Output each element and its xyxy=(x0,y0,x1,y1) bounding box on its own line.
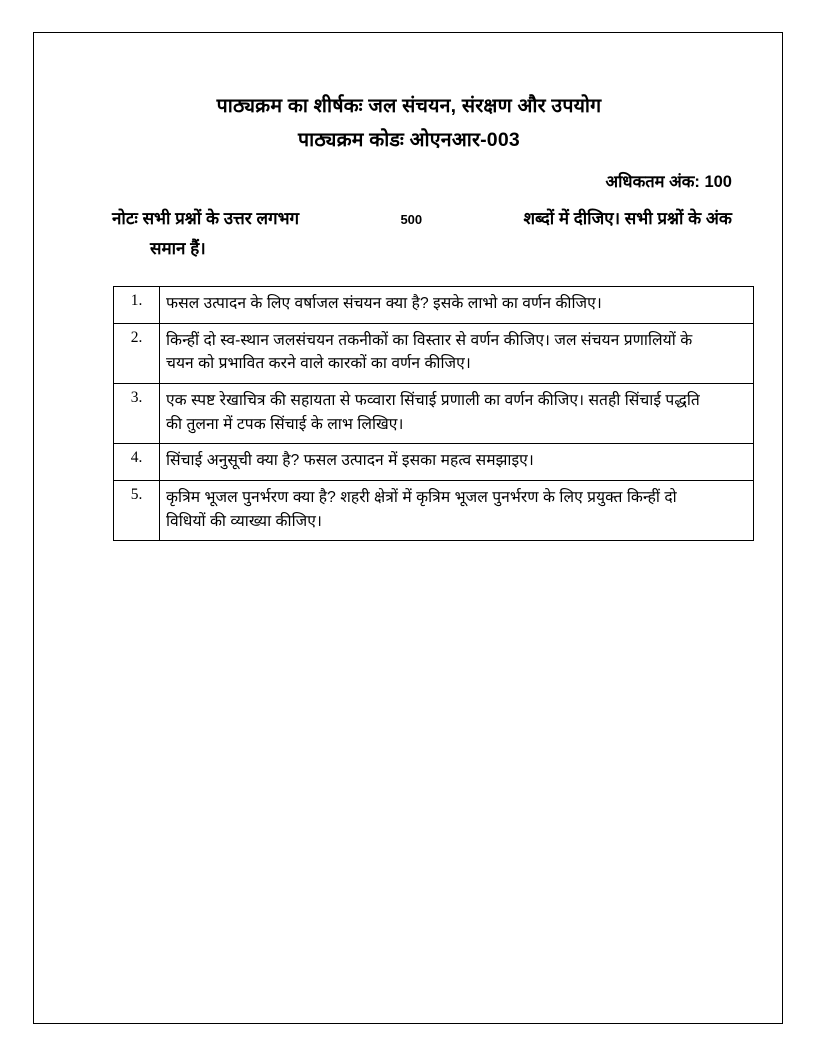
question-text xyxy=(160,286,754,323)
question-text-line: सिंचाई अनुसूची क्या है? फसल उत्पादन में इसका महत्व समझाइए। xyxy=(166,452,534,470)
questions-table xyxy=(113,286,754,542)
instructions-note xyxy=(34,204,784,264)
question-text-line: एक स्पष्ट रेखाचित्र की सहायता से फव्वारा सिंचाई प्रणाली का वर्णन कीजिए। सतही सिंचाई पद्धति xyxy=(166,392,700,409)
question-number: 5. xyxy=(114,481,160,541)
page-border-frame xyxy=(33,32,783,1024)
question-text-line: फसल उत्पादन के लिए वर्षाजल संचयन क्या है? इसके लाभो का वर्णन कीजिए। xyxy=(166,294,602,312)
course-title: पाठ्यक्रम का शीर्षकः जल संचयन, संरक्षण और उपयोग xyxy=(216,95,602,117)
table-row xyxy=(114,384,754,444)
max-marks-label: अधिकतम अंक: 100 xyxy=(605,173,732,192)
table-row xyxy=(114,481,754,541)
question-text-line: कृत्रिम भूजल पुनर्भरण क्या है? शहरी क्षेत्रों में कृत्रिम भूजल पुनर्भरण के लिए प्रयुक्त किन्हीं दो xyxy=(166,489,677,507)
note-word-count: 500 xyxy=(400,212,423,228)
question-text xyxy=(160,444,754,481)
note-text-after-count: शब्दों में दीजिए। सभी प्रश्नों के अंक xyxy=(523,209,732,229)
question-text xyxy=(160,323,754,383)
question-text-line: चयन को प्रभावित करने वाले कारकों का वर्णन कीजिए। xyxy=(166,355,471,373)
question-number: 3. xyxy=(114,384,160,444)
course-code: पाठ्यक्रम कोडः ओएनआर-003 xyxy=(298,129,520,152)
note-line-1 xyxy=(112,204,732,234)
question-text xyxy=(160,481,754,541)
question-text-line: किन्हीं दो स्व-स्थान जलसंचयन तकनीकों का विस्तार से वर्णन कीजिए। जल संचयन प्रणालियों के xyxy=(166,331,693,349)
question-text xyxy=(160,384,754,444)
question-text-line: की तुलना में टपक सिंचाई के लाभ लिखिए। xyxy=(166,415,404,433)
question-number: 2. xyxy=(114,323,160,383)
page-content xyxy=(34,33,784,1025)
document-heading xyxy=(34,91,784,155)
question-text-line: विधियों की व्याख्या कीजिए। xyxy=(166,512,322,530)
table-row xyxy=(114,444,754,481)
question-number: 1. xyxy=(114,286,160,323)
max-marks-row xyxy=(34,169,784,192)
table-row xyxy=(114,286,754,323)
questions-table-container xyxy=(34,286,784,542)
note-line-2: समान हैं। xyxy=(150,239,206,259)
note-text-before-count: नोटः सभी प्रश्नों के उत्तर लगभग xyxy=(112,209,300,229)
question-number: 4. xyxy=(114,444,160,481)
table-row xyxy=(114,323,754,383)
questions-table-body xyxy=(114,286,754,541)
